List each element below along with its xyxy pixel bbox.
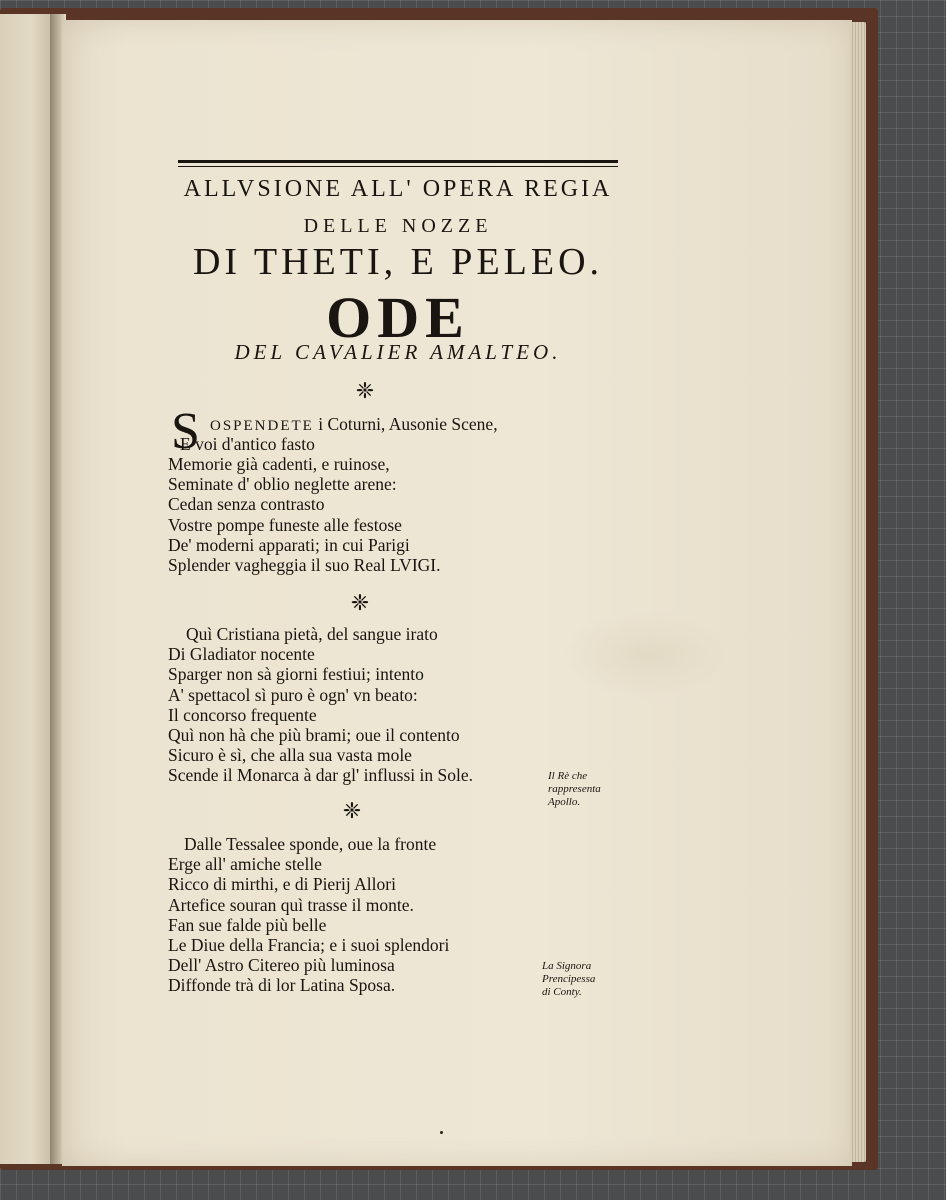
verse-line: Il concorso frequente	[168, 704, 317, 725]
fleuron-icon: ❈	[350, 590, 370, 615]
title-line-2: DELLE NOZZE	[303, 215, 493, 237]
title-line-1: ALLVSIONE ALL' OPERA REGIA	[183, 176, 613, 202]
verse-line: Quì Cristiana pietà, del sangue irato	[186, 624, 438, 644]
verse-line: Vostre pompe funeste alle festose	[168, 514, 402, 535]
verse-line: Erge all' amiche stelle	[168, 854, 322, 875]
note-line: Prencipessa	[542, 973, 596, 985]
verse-line: Fan sue falde più belle	[168, 914, 327, 935]
page-dot	[440, 1131, 443, 1134]
header-rule	[178, 160, 618, 163]
author-line: DEL CAVALIER AMALTEO.	[234, 340, 562, 364]
verse-line: Scende il Monarca à dar gl' influssi in Sole.	[168, 765, 473, 786]
note-line: di Conty.	[542, 986, 582, 998]
note-line: Apollo.	[548, 796, 581, 808]
verse-line: Artefice souran quì trasse il monte.	[168, 894, 414, 915]
drop-cap: S	[171, 403, 200, 460]
verse-line: Dalle Tessalee sponde, oue la fronte	[184, 834, 437, 854]
first-word-smallcaps: OSPENDETE	[210, 418, 314, 434]
verse-line: E voi d'antico fasto	[180, 434, 315, 454]
fleuron-icon: ❈	[355, 378, 375, 403]
verse-line: De' moderni apparati; in cui Parigi	[168, 534, 410, 555]
note-line: La Signora	[542, 960, 592, 972]
verse-line: Le Diue della Francia; e i suoi splendori	[168, 935, 450, 956]
verse-line: Cedan senza contrasto	[168, 494, 325, 515]
verse-line: A' spettacol sì puro è ogn' vn beato:	[168, 684, 418, 705]
note-line: rappresenta	[548, 783, 601, 795]
ode-title: ODE	[326, 285, 470, 350]
fleuron-icon: ❈	[342, 798, 362, 823]
stanza-1	[178, 434, 598, 454]
verse-line: Di Gladiator nocente	[168, 644, 315, 665]
stanza1-first-line	[210, 414, 498, 435]
verse-line: Ricco di mirthi, e di Pierij Allori	[168, 874, 396, 895]
verse-line: Splender vagheggia il suo Real LVIGI.	[168, 555, 441, 576]
verse-line: Dell' Astro Citereo più luminosa	[168, 955, 395, 976]
verse-line: Sparger non sà giorni festiui; intento	[168, 664, 424, 685]
note-line: Il Rè che	[548, 770, 588, 782]
stanza-2	[168, 624, 588, 786]
header-rule-thin	[178, 166, 618, 167]
margin-note-apollo	[548, 770, 601, 809]
first-line-rest: i Coturni, Ausonie Scene,	[313, 414, 498, 434]
verse-line: Sicuro è sì, che alla sua vasta mole	[168, 745, 412, 766]
page-edges	[850, 22, 866, 1162]
margin-note-conty	[542, 960, 595, 999]
title-line-3: DI THETI, E PELEO.	[192, 241, 604, 283]
verse-line: Diffonde trà di lor Latina Sposa.	[168, 975, 396, 996]
verse-line: Memorie già cadenti, e ruinose,	[168, 454, 390, 474]
stanza-1-body	[168, 454, 588, 575]
verse-line: Quì non hà che più brami; oue il contento	[168, 725, 460, 746]
left-page	[0, 14, 53, 1164]
stanza-3	[168, 834, 588, 996]
verse-line: Seminate d' oblio neglette arene:	[168, 474, 397, 495]
